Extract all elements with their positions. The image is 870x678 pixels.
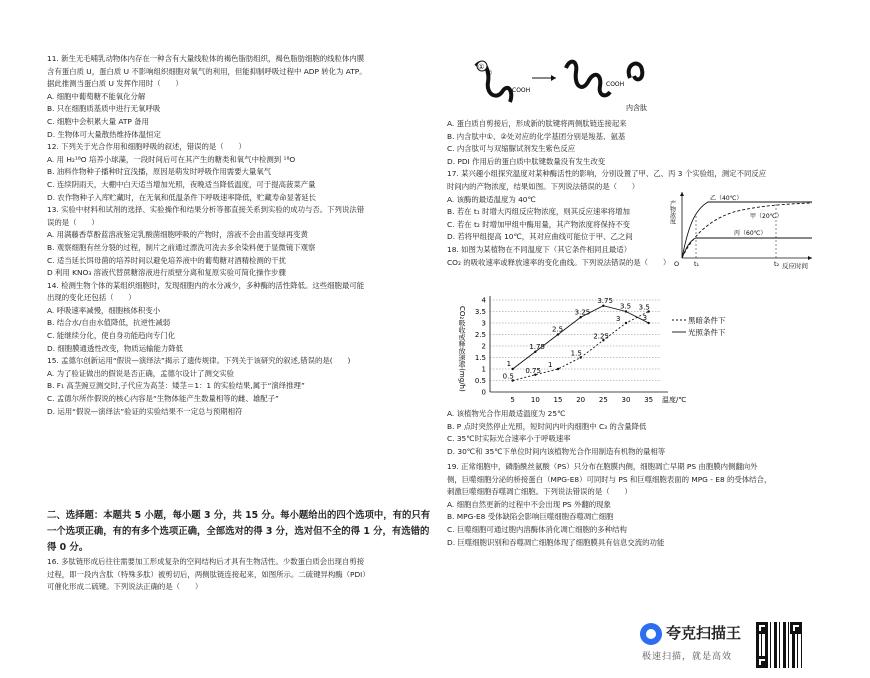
question-line: A. 呼吸速率减慢，细胞核体积变小	[47, 305, 161, 315]
y-tick-label: 1	[481, 365, 486, 374]
q19-line: 19. 正常细胞中，磷脂酰丝氨酸（PS）只分布在胞膜内侧，细胞凋亡早期 PS 由胞膜内侧翻向外	[447, 462, 758, 471]
data-point	[534, 351, 536, 353]
data-point	[625, 322, 627, 324]
y-axis-label: CO₂吸收或释放速率(mg/h)	[458, 306, 466, 392]
x-axis-label: 温度/℃	[662, 396, 687, 404]
question-line: B. 油料作物种子播种时宜浅播，原因是萌发时呼吸作用需要大量氧气	[47, 167, 272, 177]
cooh-label-1: COOH	[512, 87, 531, 94]
data-label: 3	[642, 314, 648, 322]
q16-line: 16. 多肽链形成后往往需要加工形成复杂的空间结构后才具有生物活性。少数蛋白质会出现自剪接	[47, 557, 365, 566]
cooh-label-2: COOH	[606, 81, 625, 88]
q18-option: A. 该植物光合作用最适温度为 25℃	[447, 409, 566, 418]
question-line: C. 孟德尔所作假说的核心内容是“生物体能产生数量相等的雌、雄配子”	[47, 394, 279, 404]
data-label: 3.5	[638, 303, 650, 312]
question-line: A. 蛋白质自剪接后，形成新的肽键将两侧肽链连接起来	[447, 119, 627, 128]
scanner-name: 夸克扫描王	[666, 624, 742, 642]
data-point	[579, 316, 581, 318]
q18-option: D. 30℃和 35℃下单位时间内该植物光合作用制造有机物的量相等	[447, 446, 666, 456]
curve-label-jia: 甲（20℃）	[750, 213, 783, 220]
question-line: B. 只在细胞质基质中进行无氧呼吸	[47, 104, 161, 114]
y-tick-label: 3.5	[474, 308, 486, 316]
q18-options	[447, 408, 842, 458]
left-column	[47, 53, 437, 418]
data-point	[602, 305, 604, 307]
curve-label-bing: 丙（60℃）	[734, 230, 767, 237]
question-19	[447, 461, 842, 549]
y-tick-label: 2.5	[474, 331, 486, 339]
data-point	[557, 368, 559, 370]
x-tick-label: 25	[598, 396, 608, 404]
origin-label: O	[674, 260, 680, 268]
legend-label: 黑暗条件下	[688, 316, 726, 325]
question-line: 误的是（ ）	[47, 217, 99, 227]
y-tick-label: 0.5	[474, 377, 486, 385]
question-line: B. 观察细胞有丝分裂的过程，制片之前通过漂洗可洗去多余染料便于显微镜下观察	[47, 242, 316, 252]
x-tick-label: 15	[553, 396, 563, 404]
x-tick-label: 5	[510, 396, 515, 404]
question-line: 17. 某兴趣小组探究温度对某种酶活性的影响，分别设置了甲、乙、丙 3 个实验组，测定不同反应	[447, 169, 767, 179]
data-label: 1	[506, 360, 512, 368]
question-line: 时间内的产物浓度，结果如图。下列说法错误的是（ ）	[447, 181, 640, 191]
question-line: 据此推测当蛋白质 U 发挥作用时（ ）	[47, 79, 183, 89]
data-point	[511, 368, 513, 370]
data-label: 2.25	[593, 332, 609, 341]
q18-option: C. 35℃时实际光合速率小于呼吸速率	[447, 434, 571, 444]
question-line: C. 适当延长饵母菌的培养时间以避免培养液中的葡萄糖对酒精检测的干扰	[47, 255, 286, 265]
scanner-logo-icon	[640, 623, 662, 645]
question-line: C. 能继续分化，使自身功能趋向专门化	[47, 331, 176, 341]
data-label: 3.25	[574, 308, 591, 317]
y-tick-label: 4	[481, 296, 486, 305]
question-line: A. 该酶的最适温度为 40℃	[447, 194, 536, 204]
data-point	[647, 322, 649, 324]
data-label: 3	[616, 315, 621, 323]
scanner-tagline: 极速扫描，就是高效	[642, 652, 733, 662]
data-label: 0.5	[502, 372, 514, 381]
intein-loop	[629, 64, 643, 80]
question-line: B. 结合水/自由水值降低，抗逆性减弱	[47, 318, 171, 328]
t2-label: t₂	[774, 260, 780, 268]
question-line: D 利用 KNO₃ 溶液代替蔗糖溶液进行质壁分离和复原实验可简化操作步骤	[47, 268, 286, 278]
question-line: 12. 下列关于光合作用和细胞呼吸的叙述，错误的是（ ）	[47, 142, 246, 152]
question-line: CO₂ 的吸收速率或释放速率的变化曲线。下列说法错误的是（ ）	[447, 257, 671, 267]
q16-line: 过程，即一段内含肽（特殊多肽）被剪切后，两侧肽链连接起来，如图所示。二硫键异构酶（PDI）	[47, 569, 370, 579]
data-label: 2.5	[552, 325, 564, 334]
y-tick-label: 1.5	[474, 354, 486, 362]
y-tick-label: 2	[481, 342, 486, 351]
data-label: 3.75	[597, 296, 613, 305]
q16-line: 可催化形成二硫键。下列说法正确的是（ ）	[47, 582, 203, 592]
section-2-header: 二、选择题：本题共 5 小题，每小题 3 分，共 15 分。每小题给出的四个选项中，有的只有一个选项正确，有的有多个选项正确，全部选对的得 3 分，选对但不全的得 1 分，有选错的得 0 分。	[47, 510, 431, 553]
x-tick-label: 35	[644, 396, 654, 404]
data-label: 1	[548, 361, 553, 369]
question-line: D. 运用“假说—演绎法”验证的实验结果不一定总与预期相符	[47, 406, 243, 416]
q19-line: A. 细胞自然更新的过程中不会出现 PS 外翻的现象	[447, 499, 611, 509]
x-tick-label: 30	[621, 396, 631, 404]
q19-line: D. 巨噬细胞识别和吞噬凋亡细胞体现了细胞膜具有信息交流的功能	[447, 537, 665, 547]
data-point	[625, 310, 627, 312]
question-line: C. 若在 t₂ 时增加甲组中酶用量，其产物浓度将保持不变	[447, 219, 631, 229]
question-line: C. 内含肽可与双缩脲试剂发生紫色反应	[447, 144, 576, 154]
mark-1: ①	[478, 63, 485, 71]
question-line: 出现的变化还包括（ ）	[47, 293, 136, 303]
question-line: 13. 实验中材料和试剂的选择、实验操作和结果分析等都直接关系到实验的成功与否。下列说法错	[47, 205, 365, 215]
q19-line: 刺激巨噬细胞吞噬凋亡细胞。下列说法错误的是（ ）	[447, 487, 632, 497]
data-label: 3.5	[620, 302, 632, 311]
question-line: D. 若将甲组提高 10℃，其对应曲线可能位于甲、乙之间	[447, 232, 633, 242]
curve-label-yi: 乙（40℃）	[710, 195, 743, 202]
question-line: 18. 如图为某植物在不同温度下（其它条件相同且最适）	[447, 244, 632, 254]
question-16	[47, 508, 437, 594]
legend-label: 光照条件下	[688, 328, 726, 337]
q19-line: 侧，巨噬细胞分泌的桥接蛋白（MPG-E8）可同时与 PS 和巨噬细胞表面的 MPG - E8 的受体结合，	[447, 474, 772, 484]
protein-splicing-figure	[470, 52, 670, 114]
x-tick-label: 10	[530, 396, 540, 404]
question-line: A. 为了验证做出的假说是否正确，孟德尔设计了测交实验	[47, 368, 235, 378]
enzyme-ylabel: 产物浓度	[668, 200, 676, 224]
q18-option: B. P 点时突然停止光照，短时间内叶肉细胞中 C₃ 的含量降低	[447, 421, 647, 431]
question-line: C. 细胞中会积累大量 ATP 备用	[47, 116, 149, 126]
question-line: A. 用满藤香草酚蓝溶液鉴定乳酸菌细胞呼吸的产物时，溶液不会由蓝变绿再变黄	[47, 230, 308, 240]
data-label: 1.75	[529, 342, 545, 351]
qr-code-icon	[756, 622, 802, 668]
question-line: 15. 孟德尔创新运用“假说—演绎法”揭示了遗传规律。下列关于该研究的叙述,错误的是( )	[47, 356, 351, 366]
intein-label: 内含肽	[626, 104, 647, 112]
mark-2: ②	[486, 69, 493, 77]
question-line: 11. 新生无毛哺乳动物体内存在一种含有大量线粒体的褐色脂肪组织，褐色脂肪细胞的线粒体内膜	[47, 54, 365, 63]
question-line: B. 若在 t₁ 时增大丙组反应物浓度，则其反应速率将增加	[447, 207, 630, 217]
question-line: A. 用 H₂¹⁸O 培养小球藻，一段时间后可在其产生的糖类和氧气中检测到 ¹⁸O	[47, 154, 296, 164]
x-tick-label: 20	[576, 396, 586, 404]
q19-line: C. 巨噬细胞可通过胞内溶酶体消化凋亡细胞的多种结构	[447, 524, 627, 534]
question-line: D. 细胞膜通透性改变，物质运输能力降低	[47, 343, 184, 353]
data-label: 0.75	[525, 366, 541, 375]
data-point	[557, 333, 559, 335]
q19-line: B. MPG-E8 受体缺陷会影响巨噬细胞吞噬凋亡细胞	[447, 512, 614, 522]
enzyme-activity-chart	[662, 188, 832, 270]
y-tick-label: 0	[481, 388, 486, 397]
question-line: A. 细胞中葡萄糖不能氧化分解	[47, 91, 146, 101]
question-line: D. PDI 作用后的蛋白质中肽键数量没有发生改变	[447, 156, 606, 166]
data-label: 1.5	[570, 349, 582, 358]
enzyme-xlabel: 反应时间	[782, 262, 808, 270]
question-line: 含有蛋白质 U，蛋白质 U 不影响组织细胞对氧气的利用，但能抑制呼吸过程中 ADP 转化为 ATP。	[47, 66, 367, 76]
question-line: B. 内含肽中①、②处对应的化学基团分别是羧基、氨基	[447, 131, 626, 141]
question-line: D. 农作物种子入库贮藏时，在无氧和低温条件下呼吸速率降低，贮藏寿命显著延长	[47, 192, 317, 202]
curve-bing	[682, 238, 812, 258]
question-line: D. 生物体可大量散热维持体温恒定	[47, 129, 161, 139]
question-line: B. F₁ 高茎豌豆测交时,子代应为高茎：矮茎＝1：1 的实验结果,属于“演绎推理”	[47, 381, 305, 391]
y-tick-label: 3	[481, 319, 486, 328]
polypeptide-chain-2	[566, 62, 610, 96]
co2-rate-chart	[448, 292, 788, 410]
t1-label: t₁	[694, 260, 700, 268]
scanner-watermark	[640, 620, 750, 668]
question-line: 14. 检测生物个体的某组织细胞时，发现细胞内的水分减少，多种酶的活性降低。这些细胞最可能	[47, 280, 365, 290]
question-line: C. 连续阴雨天，大棚中白天适当增加光照，夜晚适当降低温度，可于提高菠菜产量	[47, 179, 316, 189]
